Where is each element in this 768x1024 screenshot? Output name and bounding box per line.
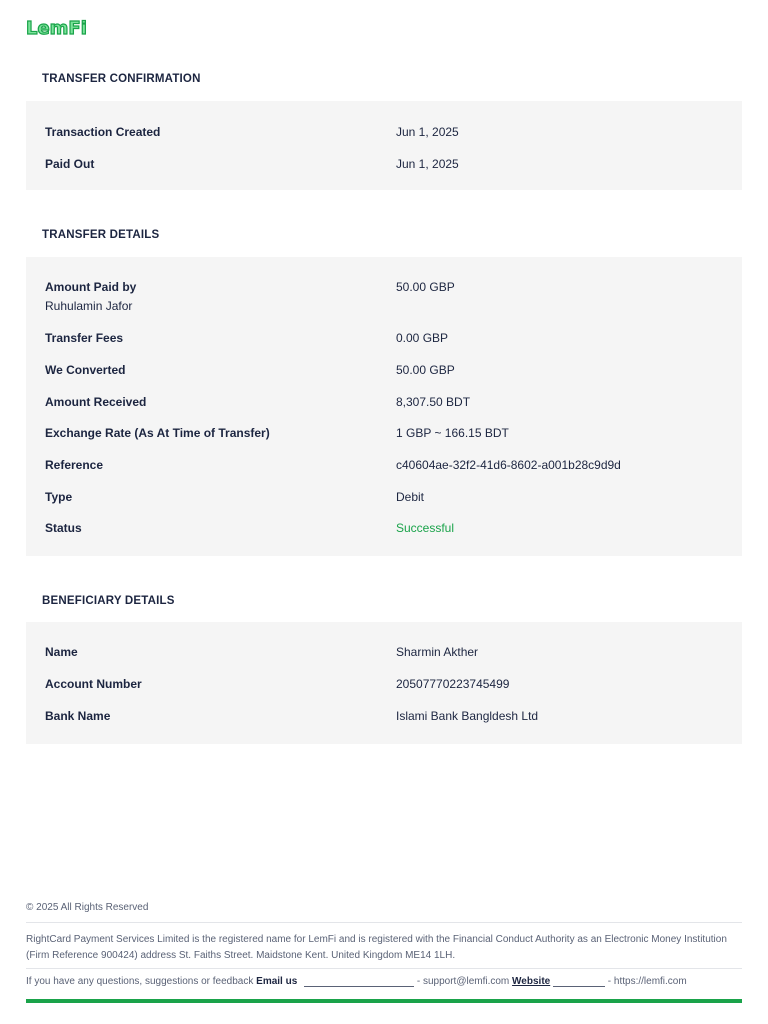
status-value: Successful [396, 521, 455, 535]
row-value: Debit [396, 490, 425, 504]
row-value: 20507770223745499 [396, 677, 510, 691]
beneficiary-details-title: BENEFICIARY DETAILS [42, 595, 175, 607]
transfer-details-title: TRANSFER DETAILS [42, 229, 160, 241]
row-value: 1 GBP ~ 166.15 BDT [396, 426, 509, 440]
svg-text:LemFi: LemFi [26, 18, 87, 39]
row-value: Jun 1, 2025 [396, 125, 459, 139]
row-label: Amount Received [45, 395, 147, 409]
lemfi-logo [26, 16, 126, 40]
row-label: Transfer Fees [45, 331, 124, 345]
payer-name: Ruhulamin Jafor [45, 299, 133, 313]
row-label: Paid Out [45, 157, 95, 171]
email-label: Email us [256, 976, 298, 987]
row-value: 0.00 GBP [396, 331, 449, 345]
row-value: Sharmin Akther [396, 645, 479, 659]
row-label: Account Number [45, 677, 142, 691]
row-label: Name [45, 645, 78, 659]
footer-divider [26, 922, 742, 923]
row-label: Reference [45, 458, 104, 472]
contact-line [26, 976, 742, 987]
transfer-details-card [26, 257, 742, 556]
row-label: Exchange Rate (As At Time of Transfer) [45, 426, 270, 440]
website-link[interactable]: - https://lemfi.com [607, 976, 687, 987]
row-value: Islami Bank Bangldesh Ltd [396, 709, 539, 723]
row-label: Transaction Created [45, 125, 161, 139]
row-value: Jun 1, 2025 [396, 157, 459, 171]
contact-prefix: If you have any questions, suggestions or feedback [26, 976, 254, 987]
row-value: 50.00 GBP [396, 280, 455, 294]
transfer-confirmation-card [26, 101, 742, 190]
website-label: Website [512, 976, 551, 987]
copyright-text: © 2025 All Rights Reserved [26, 902, 149, 913]
row-label: We Converted [45, 363, 126, 377]
beneficiary-details-card [26, 622, 742, 744]
row-value: 8,307.50 BDT [396, 395, 471, 409]
row-label: Status [45, 521, 82, 535]
footer-divider [26, 968, 742, 969]
row-label: Type [45, 490, 73, 504]
website-link-underline [553, 986, 605, 987]
email-link-underline [304, 986, 414, 987]
row-label: Bank Name [45, 709, 111, 723]
row-label: Amount Paid by [45, 280, 137, 294]
reference-value: c40604ae-32f2-41d6-8602-a001b28c9d9d [396, 458, 621, 472]
email-link[interactable]: - support@lemfi.com [416, 976, 510, 987]
footer-accent-bar [26, 999, 742, 1003]
row-value: 50.00 GBP [396, 363, 455, 377]
transfer-confirmation-title: TRANSFER CONFIRMATION [42, 73, 201, 85]
legal-text: RightCard Payment Services Limited is the registered name for LemFi and is registered with the Financial Conduct Authority as an Electronic Money Institution (Firm Reference 900424) address St. Faiths Street. Maidstone Kent. United Kingdom ME14 1LH. [26, 934, 727, 961]
